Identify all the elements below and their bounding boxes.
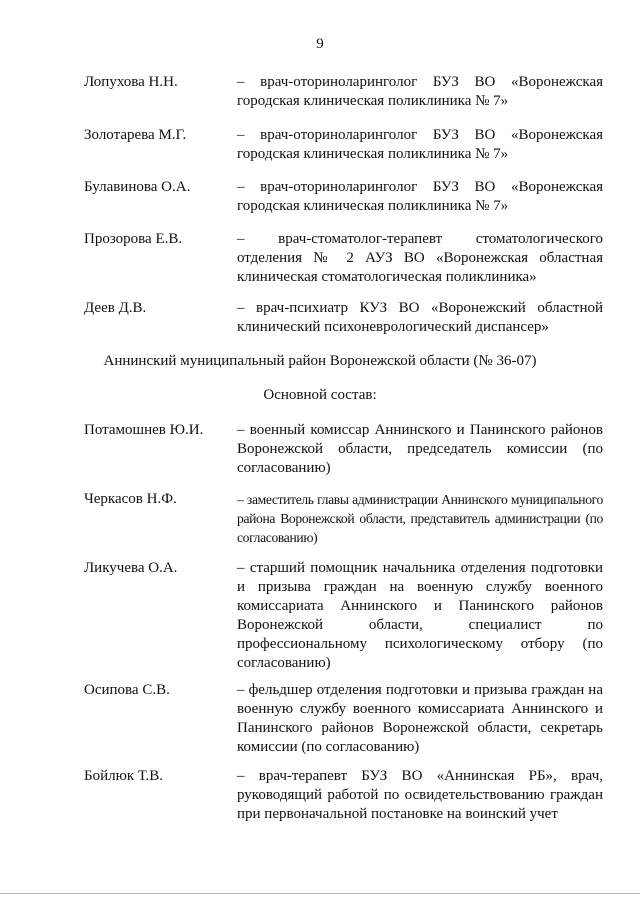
member-role: – врач-терапевт БУЗ ВО «Аннинская РБ», врач, руководящий работой по освидетельствованию граждан при первоначальной постановке на воинский учет [237, 768, 603, 822]
page-bottom-divider [0, 893, 640, 894]
district-heading: Аннинский муниципальный район Воронежской области (№ 36-07) [103, 353, 537, 369]
member-name: Бойлюк Т.В. [84, 768, 164, 784]
member-name: Лопухова Н.Н. [84, 74, 178, 90]
member-role: – врач-психиатр КУЗ ВО «Воронежский областной клинический психоневрологический диспансер» [237, 300, 603, 335]
member-name: Золотарева М.Г. [84, 127, 187, 143]
member-name: Осипова С.В. [84, 682, 170, 698]
member-role: – старший помощник начальника отделения подготовки и призыва граждан на военную службу военного комиссариата Аннинского и Панинского районов Воронежской области, специалист по профессиональному психологическому отбору (по согласованию) [237, 560, 603, 671]
section-heading: Основной состав: [263, 387, 377, 403]
page-number: 9 [316, 36, 324, 52]
member-name: Черкасов Н.Ф. [84, 491, 177, 507]
member-role: – врач-оториноларинголог БУЗ ВО «Воронежская городская клиническая поликлиника № 7» [237, 127, 603, 162]
member-name: Потамошнев Ю.И. [84, 422, 204, 438]
member-role: – врач-стоматолог-терапевт стоматологического отделения № 2 АУЗ ВО «Воронежская областная клиническая стоматологическая поликлиника» [237, 231, 603, 285]
member-role: – военный комиссар Аннинского и Панинского районов Воронежской области, председатель комиссии (по согласованию) [237, 422, 603, 476]
member-name: Ликучева О.А. [84, 560, 178, 576]
member-role: – заместитель главы администрации Аннинского муниципального района Воронежской области, представитель администрации (по согласованию) [237, 492, 603, 545]
member-role: – врач-оториноларинголог БУЗ ВО «Воронежская городская клиническая поликлиника № 7» [237, 179, 603, 214]
member-name: Булавинова О.А. [84, 179, 191, 195]
member-role: – фельдшер отделения подготовки и призыва граждан на военную службу военного комиссариата Аннинского и Панинского районов Воронежской области, секретарь комиссии (по согласованию) [237, 682, 603, 755]
member-name: Деев Д.В. [84, 300, 147, 316]
member-role: – врач-оториноларинголог БУЗ ВО «Воронежская городская клиническая поликлиника № 7» [237, 74, 603, 109]
member-name: Прозорова Е.В. [84, 231, 183, 247]
